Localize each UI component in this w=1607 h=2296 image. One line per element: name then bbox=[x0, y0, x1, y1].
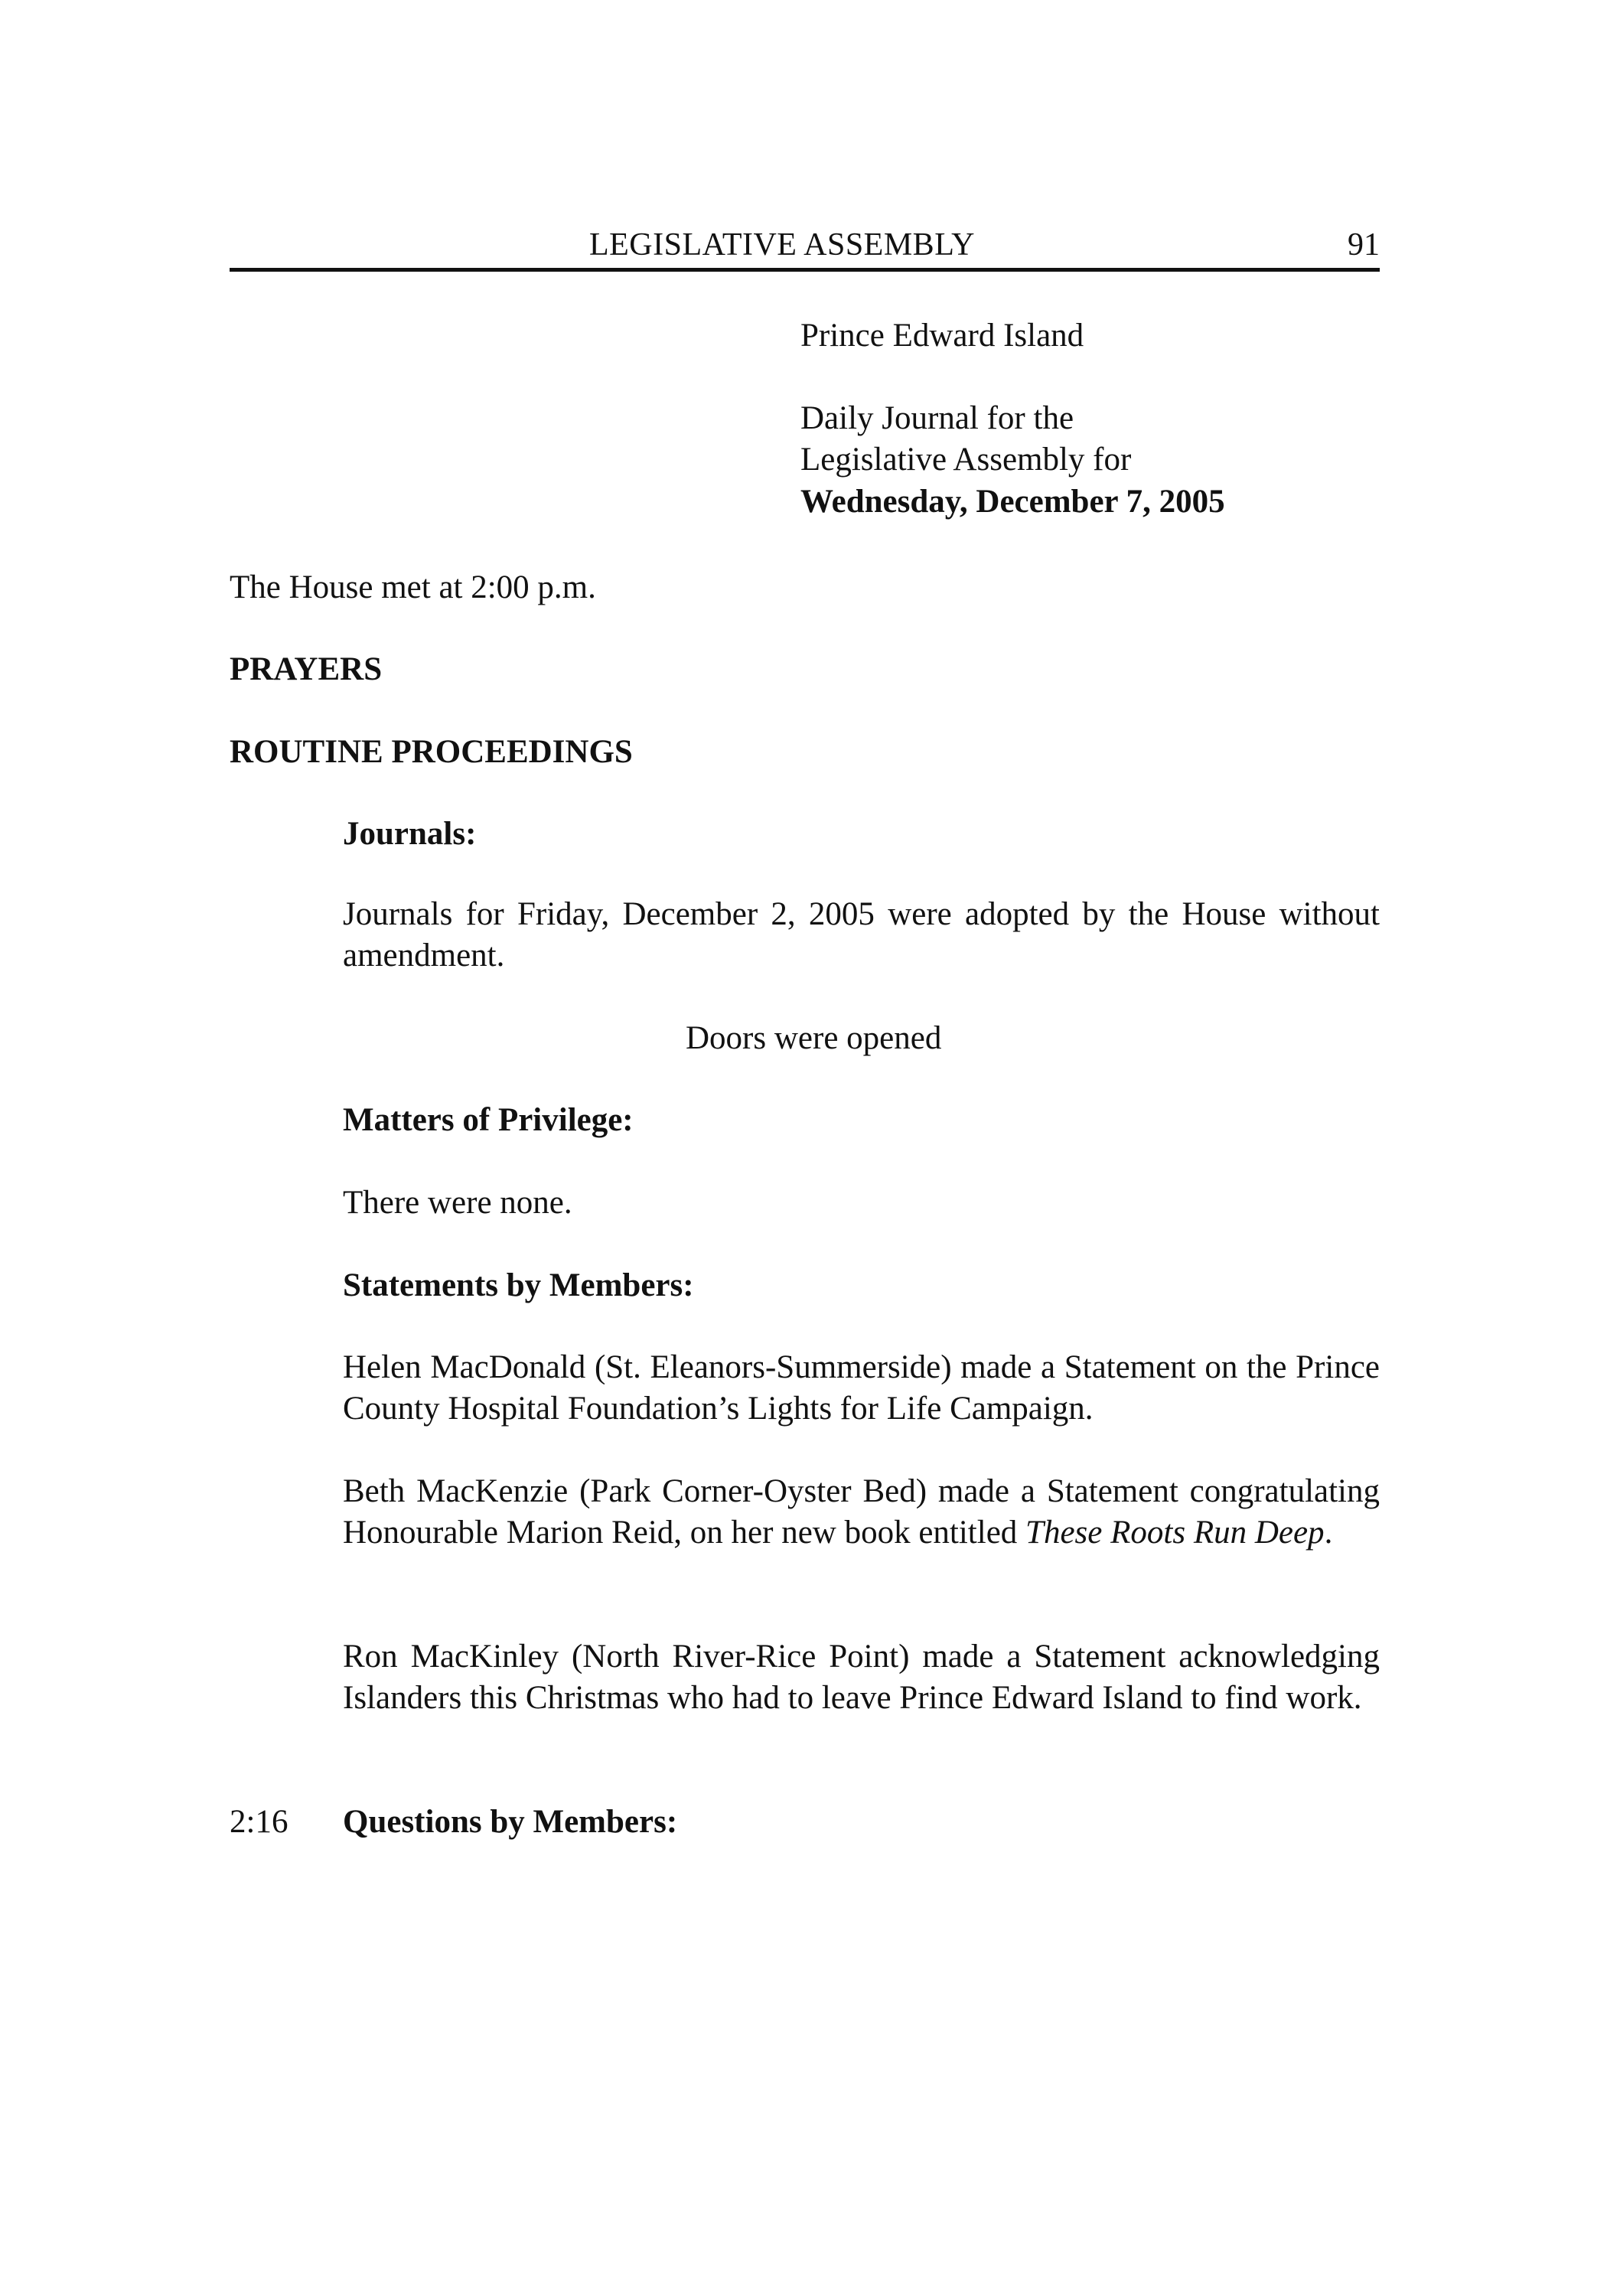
sitting-date: Wednesday, December 7, 2005 bbox=[800, 484, 1225, 520]
province-name: Prince Edward Island bbox=[800, 318, 1084, 354]
page-number: 91 bbox=[1348, 227, 1380, 263]
opening-statement: The House met at 2:00 p.m. bbox=[230, 569, 596, 605]
book-title: These Roots Run Deep bbox=[1025, 1515, 1325, 1551]
header-title: LEGISLATIVE ASSEMBLY bbox=[589, 227, 975, 263]
doors-opened-note: Doors were opened bbox=[686, 1020, 942, 1056]
statement-mackenzie-end: . bbox=[1324, 1515, 1333, 1551]
routine-proceedings-heading: ROUTINE PROCEEDINGS bbox=[230, 734, 633, 770]
journals-heading: Journals: bbox=[343, 816, 477, 852]
journal-title-line-1: Daily Journal for the bbox=[800, 400, 1074, 436]
statements-heading: Statements by Members: bbox=[343, 1267, 694, 1303]
running-header bbox=[230, 220, 1380, 272]
privilege-text: There were none. bbox=[343, 1185, 572, 1221]
journals-text: Journals for Friday, December 2, 2005 were adopted by the House without amendment. bbox=[343, 896, 1380, 974]
statement-mackenzie-text: Beth MacKenzie (Park Corner-Oyster Bed) made a Statement congratulating Honourable Marion Reid, on her new book entitled bbox=[343, 1473, 1380, 1551]
statement-mackenzie bbox=[343, 1471, 1380, 1554]
journal-title-line-2: Legislative Assembly for bbox=[800, 442, 1132, 478]
questions-time: 2:16 bbox=[230, 1804, 288, 1840]
privilege-heading: Matters of Privilege: bbox=[343, 1102, 634, 1138]
statement-macdonald: Helen MacDonald (St. Eleanors-Summerside) made a Statement on the Prince County Hospital Foundation’s Lights for Life Campaign. bbox=[343, 1349, 1380, 1427]
questions-heading: Questions by Members: bbox=[343, 1804, 678, 1840]
statement-mackinley: Ron MacKinley (North River-Rice Point) made a Statement acknowledging Islanders this Christmas who had to leave Prince Edward Island to find work. bbox=[343, 1639, 1380, 1716]
prayers-heading: PRAYERS bbox=[230, 651, 383, 687]
